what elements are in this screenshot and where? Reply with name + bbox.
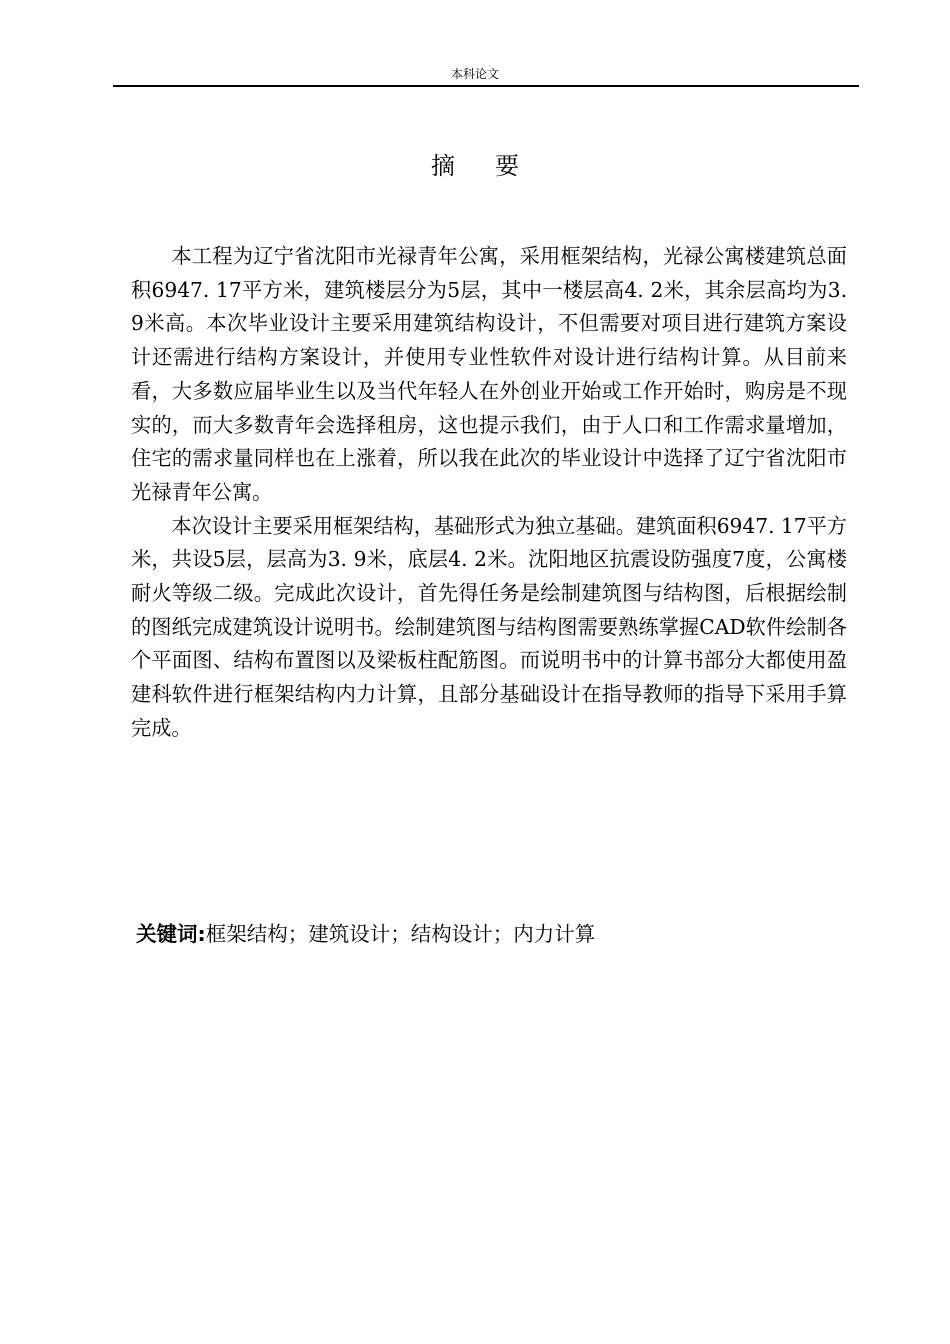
running-header: 本科论文: [450, 67, 499, 81]
keywords-text: 框架结构；建筑设计；结构设计；内力计算: [205, 922, 596, 946]
header-divider: [113, 85, 859, 87]
abstract-paragraph-2: 本次设计主要采用框架结构，基础形式为独立基础。建筑面积6947. 17平方米，共设5层，层高为3. 9米，底层4. 2米。沈阳地区抗震设防强度7度，公寓楼耐火等级二级。完成此次设计，首先得任务是绘制建筑图与结构图，后根据绘制的图纸完成建筑设计说明书。绘制建筑图与结构图需要熟练掌握CAD软件绘制各个平面图、结构布置图以及梁板柱配筋图。而说明书中的计算书部分大都使用盈建科软件进行框架结构内力计算，且部分基础设计在指导教师的指导下采用手算完成。: [131, 513, 847, 740]
abstract-title: 摘要: [431, 152, 559, 180]
abstract-paragraph-1: 本工程为辽宁省沈阳市光禄青年公寓，采用框架结构，光禄公寓楼建筑总面积6947. 17平方米，建筑楼层分为5层，其中一楼层高4. 2米，其余层高均为3. 9米高。本次毕业设计主要采用建筑结构设计，不但需要对项目进行建筑方案设计还需进行结构方案设计，并使用专业性软件对设计进行结构计算。从目前来看，大多数应届毕业生以及当代年轻人在外创业开始或工作开始时，购房是不现实的，而大多数青年会选择租房，这也提示我们，由于人口和工作需求量增加，住宅的需求量同样也在上涨着，所以我在此次的毕业设计中选择了辽宁省沈阳市光禄青年公寓。: [131, 244, 847, 504]
keywords-line: [136, 918, 595, 950]
abstract-body: [131, 240, 847, 746]
keywords-label: 关键词:: [136, 922, 206, 946]
